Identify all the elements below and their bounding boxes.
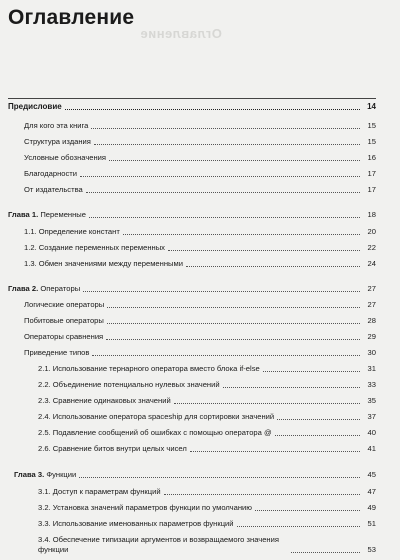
preface-label: Предисловие bbox=[8, 102, 62, 111]
entry-label: 2.3. Сравнение одинаковых значений bbox=[38, 396, 171, 405]
page-number: 17 bbox=[367, 185, 376, 194]
page-number: 16 bbox=[367, 153, 376, 162]
entry-label: 1.1. Определение констант bbox=[24, 227, 120, 236]
entry-label: 3.4. Обеспечение типизации аргументов и возвращаемого значения функции bbox=[38, 535, 279, 554]
toc-entry[interactable] bbox=[38, 487, 376, 496]
dot-leader bbox=[92, 355, 360, 356]
dot-leader bbox=[79, 477, 360, 478]
page-number: 22 bbox=[367, 243, 376, 252]
page-number: 53 bbox=[367, 545, 376, 554]
toc-entry[interactable] bbox=[38, 396, 376, 405]
entry-label: Приведение типов bbox=[24, 348, 90, 357]
dot-leader bbox=[89, 217, 360, 218]
entry-label: 1.2. Создание переменных переменных bbox=[24, 243, 165, 252]
page-number: 33 bbox=[367, 380, 376, 389]
page-number: 49 bbox=[367, 503, 376, 512]
chapter-title bbox=[8, 284, 80, 293]
dot-leader bbox=[164, 494, 360, 495]
toc-entry[interactable] bbox=[24, 243, 376, 252]
dot-leader bbox=[168, 250, 360, 251]
top-rule bbox=[8, 98, 376, 99]
page-number: 14 bbox=[367, 102, 376, 111]
entry-label: Структура издания bbox=[24, 137, 91, 146]
toc-entry[interactable] bbox=[24, 300, 376, 309]
dot-leader bbox=[86, 192, 360, 193]
page-number: 45 bbox=[367, 470, 376, 479]
entry-label: Логические операторы bbox=[24, 300, 105, 309]
toc-chapter-3[interactable] bbox=[14, 470, 376, 479]
chapter-name: Переменные bbox=[40, 210, 86, 219]
entry-label: Операторы сравнения bbox=[24, 332, 104, 341]
dot-leader bbox=[109, 160, 360, 161]
page-number: 35 bbox=[367, 396, 376, 405]
toc-chapter-2[interactable] bbox=[8, 284, 376, 293]
dot-leader bbox=[190, 451, 360, 452]
page-number: 51 bbox=[367, 519, 376, 528]
toc-entry[interactable] bbox=[38, 428, 376, 437]
page-number: 18 bbox=[367, 210, 376, 219]
page-number: 17 bbox=[367, 169, 376, 178]
page-number: 41 bbox=[367, 444, 376, 453]
entry-label: Благодарности bbox=[24, 169, 78, 178]
entry-label: 3.3. Использование именованных параметров функций bbox=[38, 519, 234, 528]
toc-entry[interactable] bbox=[24, 121, 376, 130]
page-number: 28 bbox=[367, 316, 376, 325]
entry-label: 2.1. Использование тернарного оператора вместо блока if-else bbox=[38, 364, 260, 373]
entry-label: 2.5. Подавление сообщений об ошибках с помощью оператора @ bbox=[38, 428, 272, 437]
dot-leader bbox=[83, 291, 360, 292]
entry-label: 2.6. Сравнение битов внутри целых чисел bbox=[38, 444, 187, 453]
chapter-title bbox=[14, 470, 76, 479]
chapter-name: Операторы bbox=[40, 284, 81, 293]
dot-leader bbox=[186, 266, 360, 267]
page-number: 27 bbox=[367, 300, 376, 309]
chapter-title bbox=[8, 210, 86, 219]
page-number: 20 bbox=[367, 227, 376, 236]
toc-entry[interactable] bbox=[24, 332, 376, 341]
page-number: 29 bbox=[367, 332, 376, 341]
dot-leader bbox=[237, 526, 360, 527]
chapter-name: Функции bbox=[46, 470, 77, 479]
dot-leader bbox=[80, 176, 360, 177]
chapter-prefix: Глава 1. bbox=[8, 210, 39, 219]
page-number: 47 bbox=[367, 487, 376, 496]
entry-label: 3.1. Доступ к параметрам функций bbox=[38, 487, 161, 496]
toc-chapter-1[interactable] bbox=[8, 210, 376, 219]
dot-leader bbox=[91, 128, 360, 129]
dot-leader bbox=[223, 387, 360, 388]
page-number: 24 bbox=[367, 259, 376, 268]
chapter-prefix: Глава 3. bbox=[14, 470, 45, 479]
dot-leader bbox=[277, 419, 360, 420]
entry-label: Условные обозначения bbox=[24, 153, 107, 162]
dot-leader bbox=[65, 109, 360, 110]
toc-entry[interactable] bbox=[24, 348, 376, 357]
toc-entry[interactable] bbox=[24, 137, 376, 146]
page-number: 27 bbox=[367, 284, 376, 293]
toc-entry[interactable] bbox=[38, 503, 376, 512]
toc-entry[interactable] bbox=[38, 380, 376, 389]
dot-leader bbox=[107, 323, 360, 324]
page-number: 30 bbox=[367, 348, 376, 357]
toc-entry[interactable] bbox=[38, 444, 376, 453]
dot-leader bbox=[123, 234, 360, 235]
page-number: 37 bbox=[367, 412, 376, 421]
toc-entry[interactable] bbox=[38, 535, 376, 554]
entry-label: Побитовые операторы bbox=[24, 316, 104, 325]
dot-leader bbox=[94, 144, 360, 145]
page-number: 15 bbox=[367, 137, 376, 146]
toc-entry[interactable] bbox=[38, 364, 376, 373]
entry-label: От издательства bbox=[24, 185, 83, 194]
dot-leader bbox=[174, 403, 360, 404]
dot-leader bbox=[275, 435, 360, 436]
toc-entry[interactable] bbox=[24, 227, 376, 236]
toc-entry[interactable] bbox=[24, 185, 376, 194]
page-number: 15 bbox=[367, 121, 376, 130]
entry-label: 2.4. Использование оператора spaceship для сортировки значений bbox=[38, 412, 275, 421]
entry-label: 1.3. Обмен значениями между переменными bbox=[24, 259, 183, 268]
toc-entry[interactable] bbox=[24, 316, 376, 325]
entry-label: 2.2. Объединение потенциально нулевых значений bbox=[38, 380, 220, 389]
entry-label: 3.2. Установка значений параметров функции по умолчанию bbox=[38, 503, 252, 512]
entry-label: Для кого эта книга bbox=[24, 121, 89, 130]
dot-leader bbox=[106, 339, 360, 340]
bleed-through-title: Оглавление bbox=[140, 26, 222, 41]
toc-entry[interactable] bbox=[24, 153, 376, 162]
toc-entry[interactable] bbox=[38, 519, 376, 528]
dot-leader bbox=[255, 510, 360, 511]
chapter-prefix: Глава 2. bbox=[8, 284, 39, 293]
toc-entry[interactable] bbox=[38, 412, 376, 421]
page-number: 40 bbox=[367, 428, 376, 437]
dot-leader bbox=[291, 552, 360, 553]
toc-entry-preface[interactable] bbox=[8, 102, 376, 111]
toc-entry[interactable] bbox=[24, 259, 376, 268]
dot-leader bbox=[107, 307, 360, 308]
toc-entry[interactable] bbox=[24, 169, 376, 178]
page-number: 31 bbox=[367, 364, 376, 373]
page-title: Оглавление bbox=[8, 6, 135, 29]
dot-leader bbox=[263, 371, 360, 372]
